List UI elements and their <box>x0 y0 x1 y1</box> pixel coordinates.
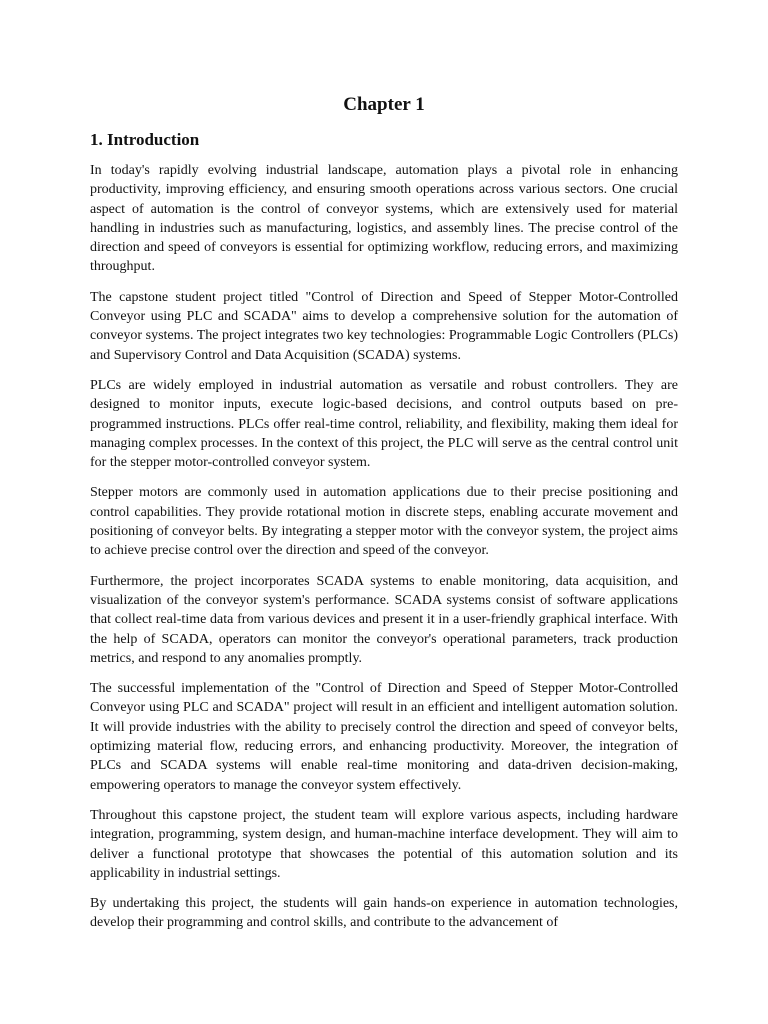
paragraph-4: Stepper motors are commonly used in automation applications due to their precise positioning and control capabilities. They provide rotational motion in discrete steps, enabling accurate movement and positioning of conveyor belts. By integrating a stepper motor with the conveyor system, the project aims to achieve precise control over the direction and speed of the conveyor. <box>90 485 678 559</box>
paragraph-6: The successful implementation of the "Control of Direction and Speed of Stepper Motor-Controlled Conveyor using PLC and SCADA" project will result in an efficient and intelligent automation solution. It will provide industries with the ability to precisely control the direction and speed of conveyor belts, optimizing material flow, reducing errors, and enhancing productivity. Moreover, the integration of PLCs and SCADA systems will enable real-time monitoring and data-driven decision-making, empowering operators to manage the conveyor system effectively. <box>90 681 678 793</box>
paragraph-1: In today's rapidly evolving industrial landscape, automation plays a pivotal role in enhancing productivity, improving efficiency, and ensuring smooth operations across various sectors. One crucial aspect of automation is the control of conveyor systems, which are extensively used for material handling in industries such as manufacturing, logistics, and assembly lines. The precise control of the direction and speed of conveyors is essential for optimizing workflow, reducing errors, and maximizing throughput. <box>90 163 678 275</box>
section-heading: 1. Introduction <box>90 130 200 149</box>
paragraph-8: By undertaking this project, the students will gain hands-on experience in automation technologies, develop their programming and control skills, and contribute to the advancement of <box>90 896 678 931</box>
paragraph-3: PLCs are widely employed in industrial automation as versatile and robust controllers. They are designed to monitor inputs, execute logic-based decisions, and control outputs based on pre-programmed instructions. PLCs offer real-time control, reliability, and flexibility, making them ideal for managing complex processes. In the context of this project, the PLC will serve as the central control unit for the stepper motor-controlled conveyor system. <box>90 377 678 471</box>
paragraph-7: Throughout this capstone project, the student team will explore various aspects, including hardware integration, programming, system design, and human-machine interface development. They will aim to deliver a functional prototype that showcases the potential of this automation solution and its applicability in industrial settings. <box>90 807 678 881</box>
paragraph-5: Furthermore, the project incorporates SCADA systems to enable monitoring, data acquisition, and visualization of the conveyor system's performance. SCADA systems consist of software applications that collect real-time data from various devices and present it in a user-friendly graphical interface. With the help of SCADA, operators can monitor the conveyor's operational parameters, track production metrics, and respond to any anomalies promptly. <box>90 573 678 666</box>
body-text <box>90 161 678 944</box>
paragraph-2: The capstone student project titled "Control of Direction and Speed of Stepper Motor-Controlled Conveyor using PLC and SCADA" aims to develop a comprehensive solution for the automation of conveyor systems. The project integrates two key technologies: Programmable Logic Controllers (PLCs) and Supervisory Control and Data Acquisition (SCADA) systems. <box>90 289 678 363</box>
chapter-title: Chapter 1 <box>343 94 425 115</box>
